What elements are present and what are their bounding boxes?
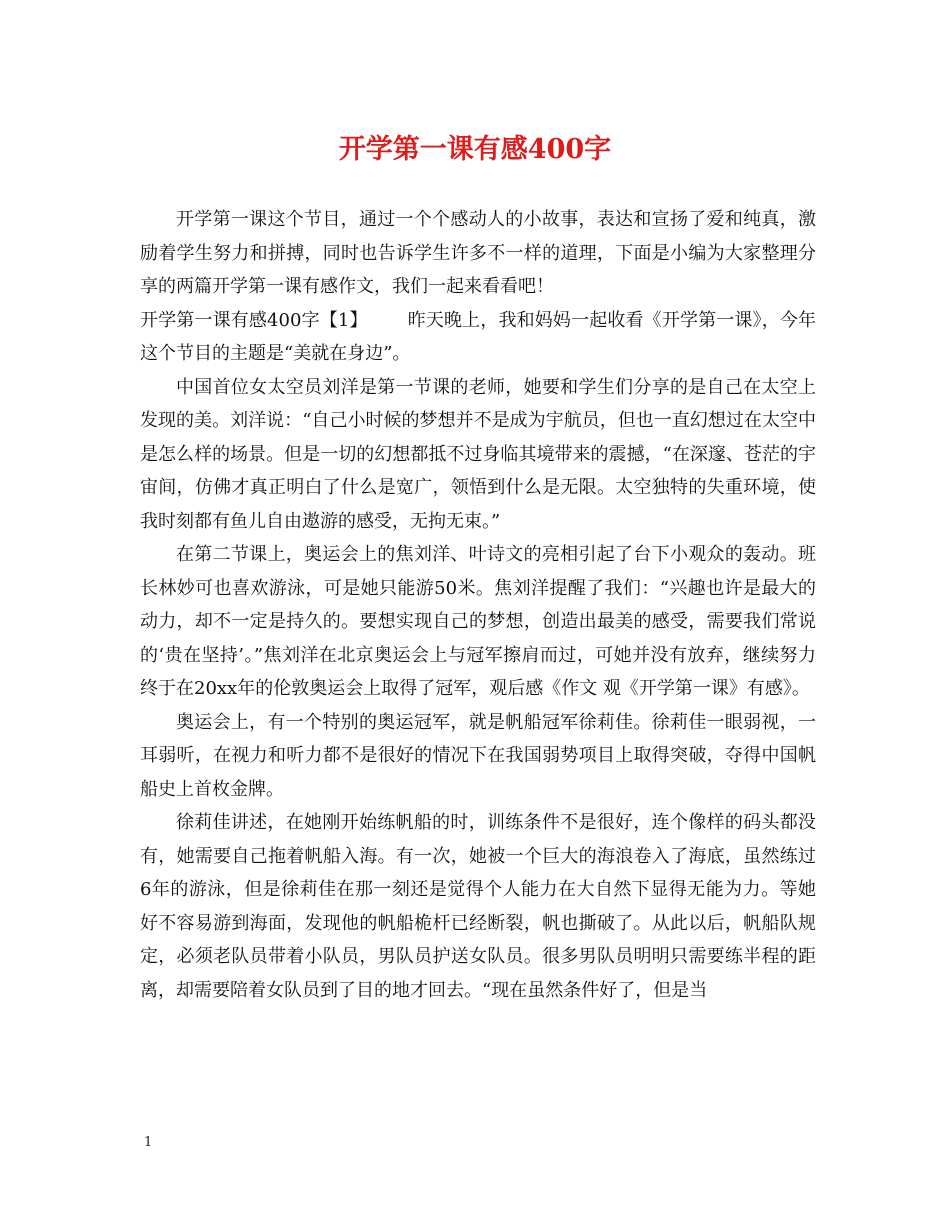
body-paragraph: 在第二节课上，奥运会上的焦刘洋、叶诗文的亮相引起了台下小观众的轰动。班长林妙可也喜欢游泳，可是她只能游50米。焦刘洋提醒了我们：“兴趣也许是最大的动力，却不一定是持久的。要想实现自己的梦想，创造出最美的感受，需要我们常说的‘贵在坚持’。”焦刘洋在北京奥运会上与冠军擦肩而过，可她并没有放弃，继续努力终于在20xx年的伦敦奥运会上取得了冠军，观后感《作文 观《开学第一课》有感》。 — [140, 544, 816, 699]
body-paragraph: 奥运会上，有一个特别的奥运冠军，就是帆船冠军徐莉佳。徐莉佳一眼弱视，一耳弱听，在视力和听力都不是很好的情况下在我国弱势项目上取得突破，夺得中国帆船史上首枚金牌。 — [140, 711, 816, 800]
intro-paragraph: 开学第一课这个节目，通过一个个感动人的小故事，表达和宣扬了爱和纯真，激励着学生努力和拼搏，同时也告诉学生许多不一样的道理，下面是小编为大家整理分享的两篇开学第一课有感作文，我们一起来看看吧！ — [140, 209, 816, 297]
page-number: 1 — [144, 1135, 153, 1150]
body-paragraph: 徐莉佳讲述，在她刚开始练帆船的时，训练条件不是很好，连个像样的码头都没有，她需要自己拖着帆船入海。有一次，她被一个巨大的海浪卷入了海底，虽然练过6年的游泳，但是徐莉佳在那一刻还是觉得个人能力在大自然下显得无能为力。等她好不容易游到海面，发现他的帆船桅杆已经断裂，帆也撕破了。从此以后，帆船队规定，必须老队员带着小队员，男队员护送女队员。很多男队员明明只需要练半程的距离，却需要陪着女队员到了目的地才回去。“现在虽然条件好了，但是当 — [140, 812, 816, 1001]
body-paragraph: 中国首位女太空员刘洋是第一节课的老师，她要和学生们分享的是自己在太空上发现的美。刘洋说：“自己小时候的梦想并不是成为宇航员，但也一直幻想过在太空中是怎么样的场景。但是一切的幻想都抵不过身临其境带来的震撼，“在深邃、苍茫的宇宙间，仿佛才真正明白了什么是宽广，领悟到什么是无限。太空独特的失重环境，使我时刻都有鱼儿自由遨游的感受，无拘无束。” — [140, 376, 816, 532]
section-first-text: 昨天晚上，我和妈妈一起收看《开学第一课》，今年这个节目的主题是“美就在身边”。 — [140, 309, 817, 364]
document-body — [140, 203, 816, 1007]
section-heading: 开学第一课有感400字【1】 — [140, 309, 368, 331]
document-title: 开学第一课有感400字 — [338, 134, 612, 165]
section-paragraph — [140, 304, 816, 371]
